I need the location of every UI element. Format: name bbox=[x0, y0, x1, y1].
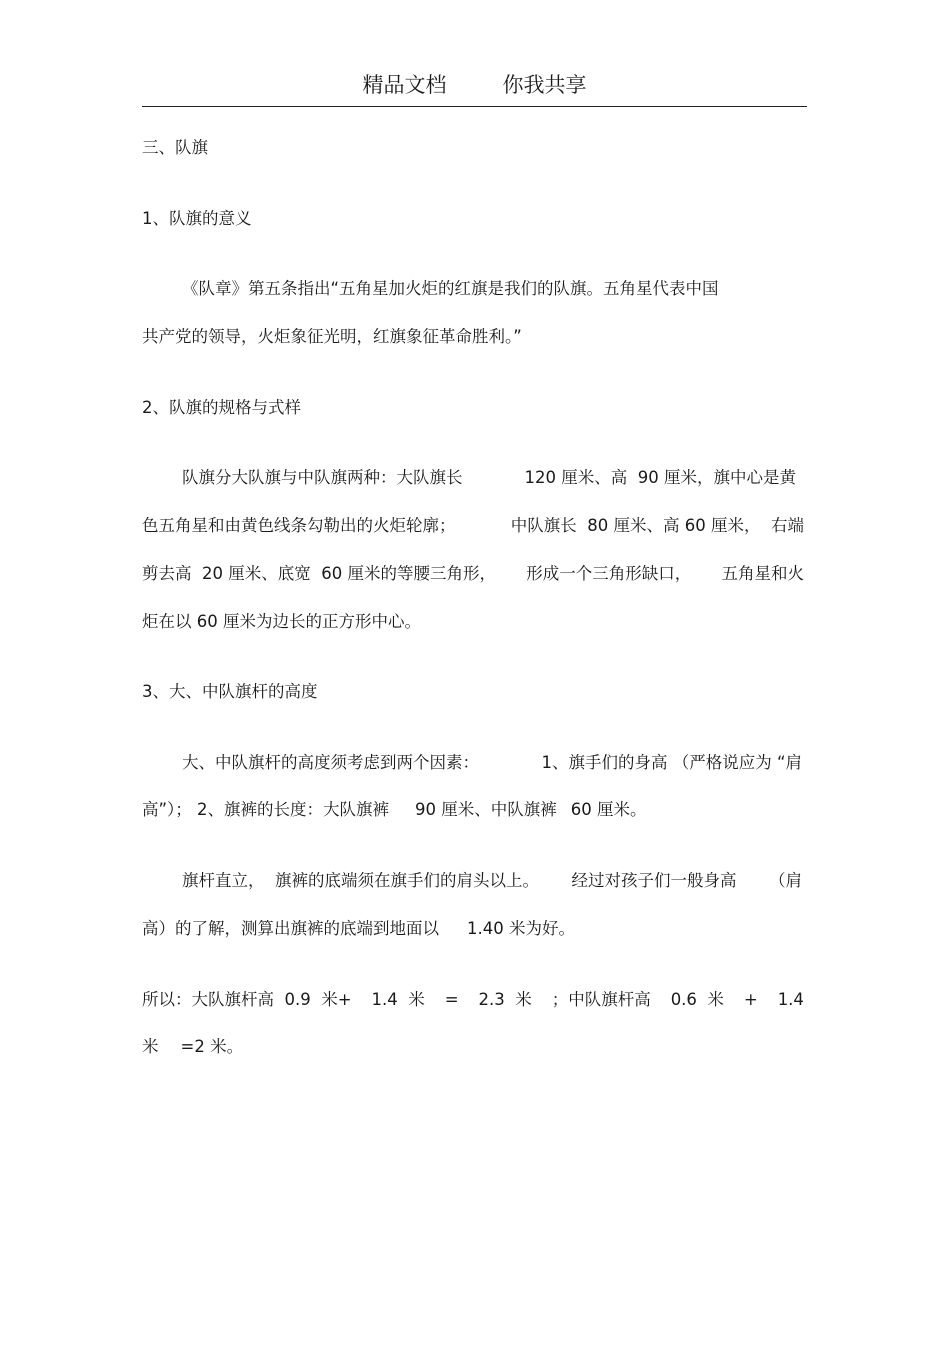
section-title-flag: 三、队旗 bbox=[142, 138, 208, 157]
text-span: 形成一个三角形缺口， bbox=[526, 564, 692, 583]
text-span: 90 厘米、中队旗裤 bbox=[415, 800, 557, 819]
text-span: 60 厘米。 bbox=[570, 800, 647, 819]
text-span: 经过对孩子们一般身高 bbox=[571, 871, 737, 890]
text-span: 旗杆直立， 旗裤的底端须在旗手们的肩头以上。 bbox=[182, 871, 539, 890]
text-span: 剪去高 20 厘米、底宽 60 厘米的等腰三角形， bbox=[142, 564, 496, 583]
text-span: （肩 bbox=[769, 871, 802, 890]
text-span: 1.4 bbox=[777, 990, 804, 1009]
text-span: ；中队旗杆高 bbox=[551, 990, 651, 1009]
paragraph-result-line-2 bbox=[142, 1036, 243, 1058]
paragraph-spec-line-1 bbox=[182, 467, 796, 489]
text-span: 中队旗长 80 厘米、高 60 厘米， 右端 bbox=[510, 516, 804, 535]
text-span: 大、中队旗杆的高度须考虑到两个因素： bbox=[182, 753, 479, 772]
text-span: 1、旗手们的身高 （严格说应为 “肩 bbox=[541, 753, 802, 772]
paragraph-meaning-line-2: 共产党的领导，火炬象征光明，红旗象征革命胜利。” bbox=[142, 327, 522, 346]
text-span: 米 bbox=[142, 1037, 159, 1056]
text-span: 色五角星和由黄色线条勾勒出的火炬轮廓； bbox=[142, 516, 456, 535]
paragraph-spec-line-4 bbox=[142, 611, 421, 633]
text-span: 炬在以 60 厘米为边长的正方形中心。 bbox=[142, 612, 421, 631]
heading-pole-height: 3、大、中队旗杆的高度 bbox=[142, 682, 318, 701]
text-span: 高）的了解，测算出旗裤的底端到地面以 bbox=[142, 919, 439, 938]
paragraph-spec-line-3 bbox=[142, 563, 804, 585]
paragraph-pole-position-line-1 bbox=[182, 870, 802, 892]
paragraph-pole-factors-line-1 bbox=[182, 752, 802, 774]
text-span: =2 米。 bbox=[180, 1037, 244, 1056]
paragraph-spec-line-2 bbox=[142, 515, 804, 537]
page-header bbox=[142, 70, 807, 107]
text-span: 120 厘米、高 90 厘米，旗中心是黄 bbox=[524, 468, 796, 487]
text-span: = bbox=[444, 990, 459, 1009]
text-span: 1.40 米为好。 bbox=[467, 919, 575, 938]
heading-flag-meaning: 1、队旗的意义 bbox=[142, 209, 252, 228]
paragraph-pole-factors-line-2 bbox=[142, 799, 647, 821]
text-span: 高”）； 2、旗裤的长度：大队旗裤 bbox=[142, 800, 390, 819]
header-right-text: 你我共享 bbox=[502, 73, 587, 97]
text-span: 1.4 米 bbox=[371, 990, 425, 1009]
paragraph-pole-position-line-2 bbox=[142, 918, 575, 940]
text-span: 队旗分大队旗与中队旗两种：大队旗长 bbox=[182, 468, 463, 487]
paragraph-result-line-1 bbox=[142, 989, 804, 1011]
paragraph-meaning-line-1: 《队章》第五条指出“五角星加火炬的红旗是我们的队旗。五角星代表中国 bbox=[182, 279, 719, 298]
header-left-text: 精品文档 bbox=[362, 73, 447, 97]
text-span: 所以：大队旗杆高 0.9 米+ bbox=[142, 990, 352, 1009]
text-span: 五角星和火 bbox=[721, 564, 804, 583]
text-span: + bbox=[743, 990, 758, 1009]
text-span: 2.3 米 bbox=[478, 990, 532, 1009]
text-span: 0.6 米 bbox=[670, 990, 724, 1009]
heading-flag-spec: 2、队旗的规格与式样 bbox=[142, 398, 301, 417]
